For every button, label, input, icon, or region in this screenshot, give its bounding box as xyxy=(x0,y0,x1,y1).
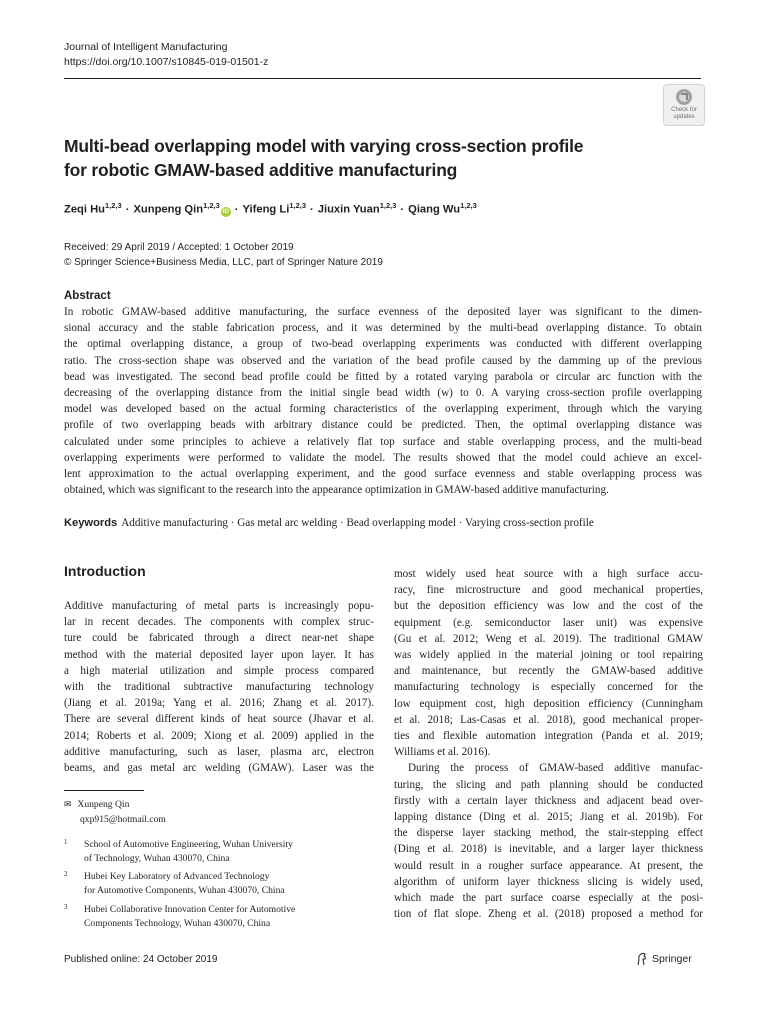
author-affiliation: 1,2,3 xyxy=(203,201,220,210)
body-line: and maintenance, but recently the GMAW-based additive xyxy=(394,665,703,678)
body-line: algorithm of uniform layer thickness slicing is widely used, xyxy=(394,875,703,888)
body-line: lapping distance (Ding et al. 2015; Jiang et al. 2019b). For xyxy=(394,811,703,824)
abstract-line: the optimal overlapping distance, a group of two-bead overlapping experiments was conducted with different overlapping xyxy=(64,338,702,351)
affiliation-line: School of Automotive Engineering, Wuhan University xyxy=(84,839,293,850)
title-line-1: Multi-bead overlapping model with varying cross-section profile xyxy=(64,136,584,156)
body-line: Williams et al. 2016). xyxy=(394,746,491,759)
body-line: manufacturing technology is especially concerned for the xyxy=(394,681,703,694)
title-line-2: for robotic GMAW-based additive manufacturing xyxy=(64,160,458,180)
body-line: but the deposition efficiency was low and the cost of the xyxy=(394,600,703,613)
abstract-line: ratio. The cross-section shape was observed and the variation of the bead profile caused by the damming up of the previous xyxy=(64,354,702,367)
affiliation-line: Components Technology, Wuhan 430070, China xyxy=(84,917,271,929)
footnote-divider xyxy=(64,790,144,791)
orcid-icon[interactable]: iD xyxy=(222,207,229,215)
body-line: low equipment cost, high deposition efficiency (Cunningham xyxy=(394,697,703,710)
author-name[interactable]: Qiang Wu xyxy=(408,203,461,216)
body-line: the disperse layer stacking method, the stair-stepping effect xyxy=(394,827,703,840)
body-line: was widely applied in the material joining or tool repairing xyxy=(394,649,703,662)
author-list: Zeqi Hu$^{1,2,3}$ · Xunpeng Qin$^{1,2,3}$iD · Yifeng Li$^{1,2,3}$ · Jiuxin Yuan$^{1,2,3}$ · Qiang Wu$^{1,2,3}$ xyxy=(64,201,477,216)
abstract-body xyxy=(64,304,702,498)
affiliation-line: Hubei Collaborative Innovation Center for Automotive xyxy=(84,904,296,915)
check-updates-label-2: updates xyxy=(673,113,695,120)
author-name[interactable]: Yifeng Li xyxy=(242,203,290,216)
corresponding-author xyxy=(64,798,166,826)
author-affiliation: 1,2,3 xyxy=(289,201,306,210)
affiliation-line: for Automotive Components, Wuhan 430070, China xyxy=(84,884,285,896)
body-line: ties and flexible automation integration (Panda et al. 2019; xyxy=(394,730,703,743)
author-name[interactable]: Jiuxin Yuan xyxy=(317,203,380,216)
body-line: racy, fine microstructure and good mechanical properties, xyxy=(394,584,703,597)
affiliation-number: 1 xyxy=(64,838,68,846)
body-line: turing, the slicing and path planning should be conducted xyxy=(394,778,703,791)
keywords xyxy=(64,517,594,529)
left-column-text xyxy=(64,598,374,776)
header-divider xyxy=(64,78,701,79)
body-line: During the process of GMAW-based additive manufac- xyxy=(408,762,703,775)
body-line: There are several different kinds of heat source (Jhavar et al. xyxy=(64,713,374,726)
abstract-line: decreasing of the overlapping distance from the initial single bead width (w) to 0. A varying cross-section profile overlapping xyxy=(64,387,702,400)
right-column-text xyxy=(394,566,703,922)
body-line: would result in a rougher surface appearance. At present, the xyxy=(394,859,703,872)
publisher-name: Springer xyxy=(652,953,692,965)
body-line: tion of flat slope. Zheng et al. (2018) proposed a method for xyxy=(394,908,703,921)
springer-horse-icon xyxy=(636,952,648,966)
body-line: Additive manufacturing of metal parts is increasingly popu- xyxy=(64,600,374,612)
received-accepted: Received: 29 April 2019 / Accepted: 1 October 2019 xyxy=(64,242,294,253)
author-name[interactable]: Xunpeng Qin xyxy=(133,203,204,216)
envelope-icon: ✉ xyxy=(64,800,72,810)
abstract-line: profile of two overlapping beads with arbitrary distance could be predicted. Then, the optimal overlapping distance was xyxy=(64,419,702,432)
keywords-text: Additive manufacturing · Gas metal arc welding · Bead overlapping model · Varying cross-section profile xyxy=(121,517,594,529)
body-line: most widely used heat source with a high surface accu- xyxy=(394,568,703,580)
body-line: which made the part surface coarse especially at the posi- xyxy=(394,892,703,905)
affiliation-line: of Technology, Wuhan 430070, China xyxy=(84,852,230,864)
journal-header xyxy=(64,40,268,70)
journal-name: Journal of Intelligent Manufacturing xyxy=(64,41,228,53)
author-affiliation: 1,2,3 xyxy=(460,201,477,210)
author-affiliation: 1,2,3 xyxy=(379,201,397,210)
body-line: additive manufacturing, such as laser, plasma arc, electron xyxy=(64,745,374,758)
body-line: lar in recent decades. The components with complex struc- xyxy=(64,616,374,629)
affiliation xyxy=(64,870,285,897)
abstract-line: sional accuracy and the stable fabrication process, and it was determined by the multi-bead overlapping distance. To obtain xyxy=(64,322,702,335)
affiliation-number: 3 xyxy=(64,903,68,911)
affiliation xyxy=(64,838,293,865)
body-line: et al. 2018; Las-Casas et al. 2018), good mechanical proper- xyxy=(394,713,703,726)
abstract-line: bead was investigated. The second bead profile could be fitted by a rotated varying parabola or circular arc function with the xyxy=(64,370,702,383)
keywords-heading: Keywords xyxy=(64,517,118,529)
body-line: (Gu et al. 2012; Weng et al. 2019). The traditional GMAW xyxy=(394,632,703,645)
check-for-updates-badge[interactable] xyxy=(663,84,705,126)
abstract-line: obtained, which was significant to the research into the appearance optimization in GMAW-based additive manufacturing. xyxy=(64,484,609,497)
check-updates-icon xyxy=(675,88,693,106)
body-line: ture could be fabricated through a direct near-net shape xyxy=(64,632,374,645)
affiliation-line: Hubei Key Laboratory of Advanced Technology xyxy=(84,871,270,882)
body-line: 2014; Roberts et al. 2009; Xiong et al. 2009) applied in the xyxy=(64,729,374,742)
body-line: method with the material deposited layer upon layer. It has xyxy=(64,648,374,661)
body-line: a high material utilization and simple process compared xyxy=(64,664,374,677)
doi-link[interactable]: https://doi.org/10.1007/s10845-019-01501-z xyxy=(64,56,269,68)
abstract-line: model was developed based on the actual forming characteristics of the overlapping experiment, through which the varying xyxy=(64,403,702,416)
affiliation xyxy=(64,903,295,930)
copyright-notice: © Springer Science+Business Media, LLC, part of Springer Nature 2019 xyxy=(64,256,383,268)
body-line: firstly with a certain layer thickness and adjacent bead over- xyxy=(394,794,703,807)
published-online: Published online: 24 October 2019 xyxy=(64,954,218,965)
body-line: (Jiang et al. 2019a; Yang et al. 2016; Zhang et al. 2017). xyxy=(64,697,374,710)
publisher-logo[interactable] xyxy=(636,952,692,966)
body-line: (Ding et al. 2018) is inevitable, and a larger layer thickness xyxy=(394,843,703,856)
abstract-heading: Abstract xyxy=(64,290,111,302)
abstract-line: calculated under some principles to achieve a relatively flat top surface and stable overlapping process, and the multi-bead xyxy=(64,435,702,448)
corresponding-name: Xunpeng Qin xyxy=(77,799,130,810)
body-line: beams, and gas metal arc welding (GMAW). Laser was the xyxy=(64,762,374,775)
author-affiliation: 1,2,3 xyxy=(105,201,122,210)
article-title xyxy=(64,134,664,182)
abstract-line: lent approximation to the actual overlapping experiment, and the good surface evenness and stable overlapping process was xyxy=(64,468,702,481)
abstract-line: overlapping experiments were performed to validate the model. The results showed that the model could achieve an excel- xyxy=(64,451,702,464)
abstract-line: In robotic GMAW-based additive manufacturing, the surface evenness of the deposited layer was significant to the dimen- xyxy=(64,306,702,318)
affiliation-number: 2 xyxy=(64,870,68,878)
body-line: equipment (e.g. semiconductor laser unit) was expensive xyxy=(394,616,703,629)
corresponding-email[interactable]: qxp915@hotmail.com xyxy=(80,813,166,825)
author-name[interactable]: Zeqi Hu xyxy=(64,203,106,216)
publication-dates xyxy=(64,241,383,270)
section-heading: Introduction xyxy=(64,563,146,579)
body-line: with the traditional subtractive manufacturing technology xyxy=(64,681,374,694)
check-updates-label: Check for xyxy=(671,107,697,113)
